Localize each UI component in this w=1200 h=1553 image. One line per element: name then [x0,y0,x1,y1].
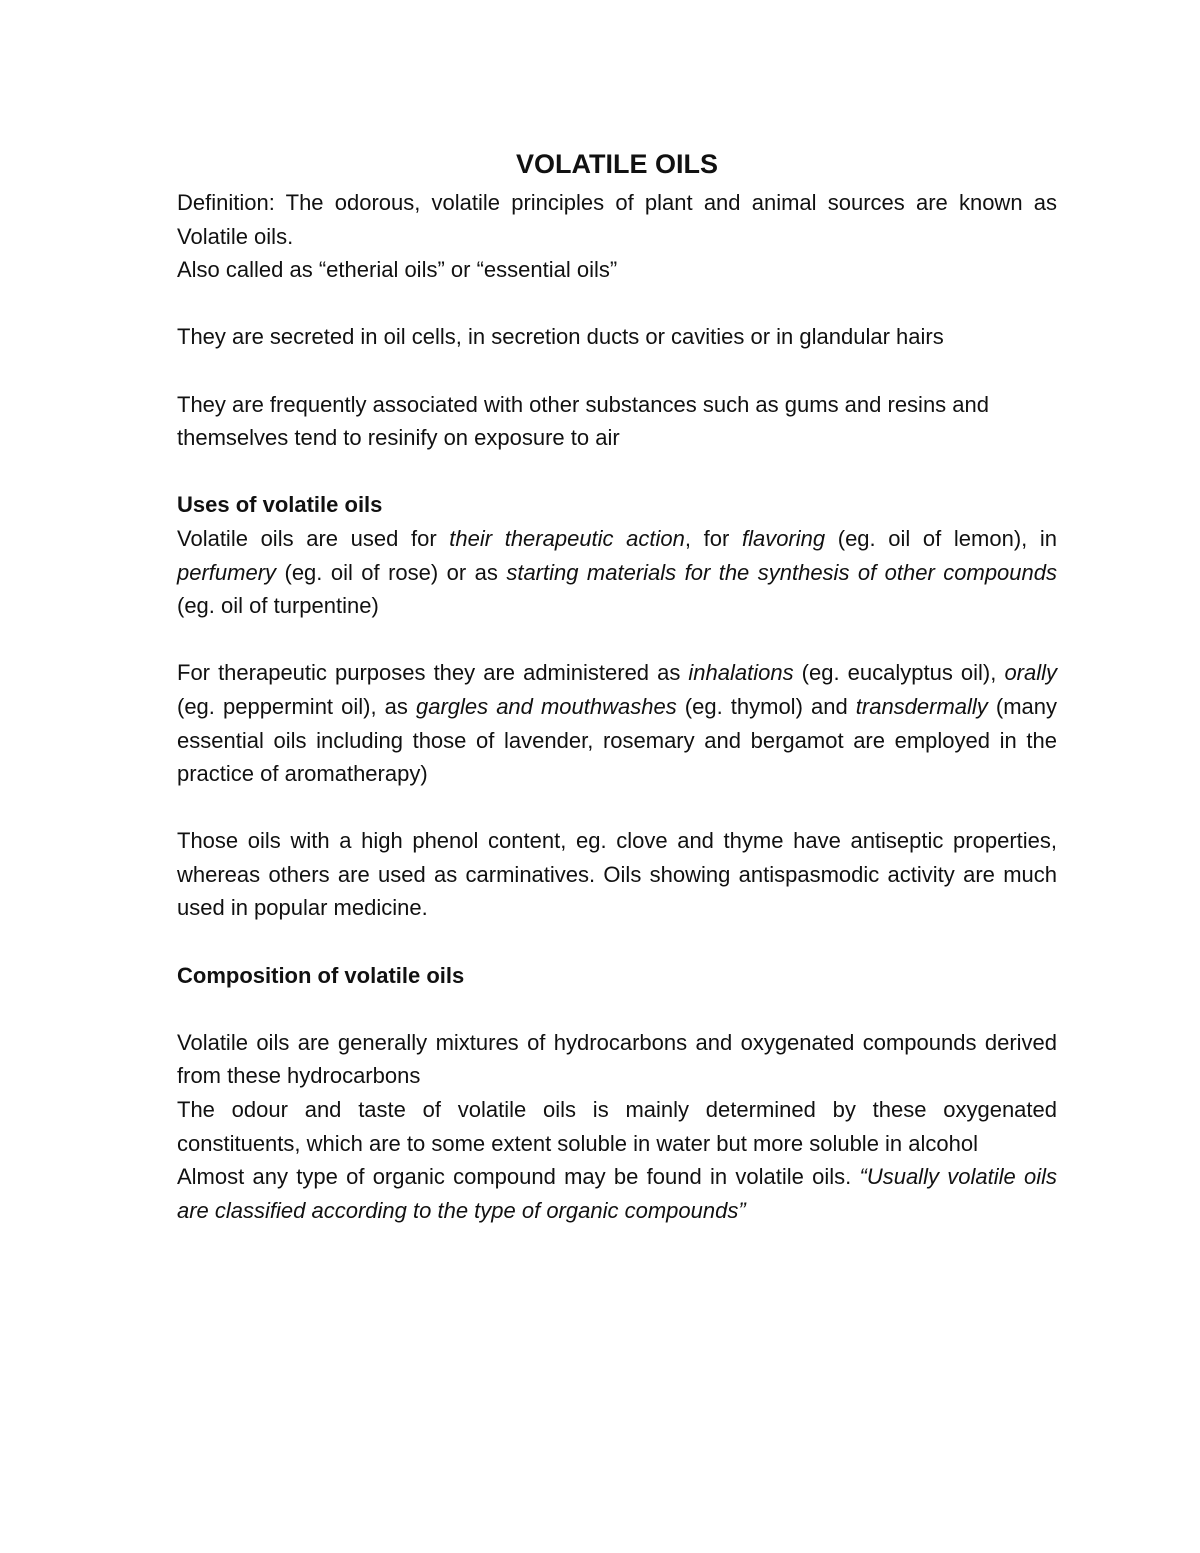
uses-paragraph-3: Those oils with a high phenol content, eg. clove and thyme have antiseptic properties, whereas others are used as carminatives. Oils showing antispasmodic activity are much used in popular medicine. [177,828,1057,921]
secreted-paragraph: They are secreted in oil cells, in secretion ducts or cavities or in glandular hairs [177,324,944,350]
italic-run: inhalations [688,660,794,686]
italic-run: orally [1004,660,1058,686]
uses-heading: Uses of volatile oils [177,492,383,518]
associated-paragraph: They are frequently associated with other substances such as gums and resins and themselves tend to resinify on exposure to air [177,391,990,451]
spacer [177,623,1057,657]
composition-paragraph-2: The odour and taste of volatile oils is mainly determined by these oxygenated constituents, which are to some extent soluble in water but more soluble in alcohol [177,1097,1057,1156]
composition-heading: Composition of volatile oils [177,962,465,988]
italic-run: gargles and mouthwashes [415,693,677,719]
spacer [177,354,1057,388]
document-body [177,146,1057,1227]
spacer [177,791,1057,825]
text-run: (eg. thymol) and [676,693,856,719]
text-run: For therapeutic purposes they are administered as [177,660,689,686]
text-run: Almost any type of organic compound may be found in volatile oils. [177,1164,860,1190]
text-run: (many essential oils including those of lavender, rosemary and bergamot are employed in the practice of aromatherapy) [177,693,1058,787]
text-run: , for [684,525,742,551]
composition-paragraph-1: Volatile oils are generally mixtures of hydrocarbons and oxygenated compounds derived from these hydrocarbons [177,1029,1057,1089]
spacer [177,287,1057,321]
page-title: VOLATILE OILS [516,149,718,179]
spacer [177,925,1057,959]
italic-run: transdermally [855,693,988,719]
italic-quote: “Usually volatile oils are classified according to the type of organic compounds” [177,1164,1057,1223]
text-run: (eg. peppermint oil), as [177,693,416,719]
composition-paragraph-3 [177,1160,1057,1227]
uses-paragraph-2 [177,656,1057,790]
text-run: (eg. oil of rose) or as [276,559,507,585]
text-run: (eg. oil of lemon), in [825,525,1058,551]
italic-run: perfumery [177,559,277,585]
uses-paragraph-1 [177,522,1057,623]
spacer [177,992,1057,1026]
definition-paragraph: Definition: The odorous, volatile principles of plant and animal sources are known as Volatile oils. [177,190,1057,249]
text-run: (eg. oil of turpentine) [177,593,379,619]
text-run: (eg. eucalyptus oil), [793,660,1005,686]
italic-run: their therapeutic action [449,525,685,551]
italic-run: flavoring [741,525,826,551]
italic-run: starting materials for the synthesis of other compounds [506,559,1057,585]
text-run: Volatile oils are used for [177,525,450,551]
also-called-paragraph: Also called as “etherial oils” or “essential oils” [177,257,618,283]
spacer [177,455,1057,489]
